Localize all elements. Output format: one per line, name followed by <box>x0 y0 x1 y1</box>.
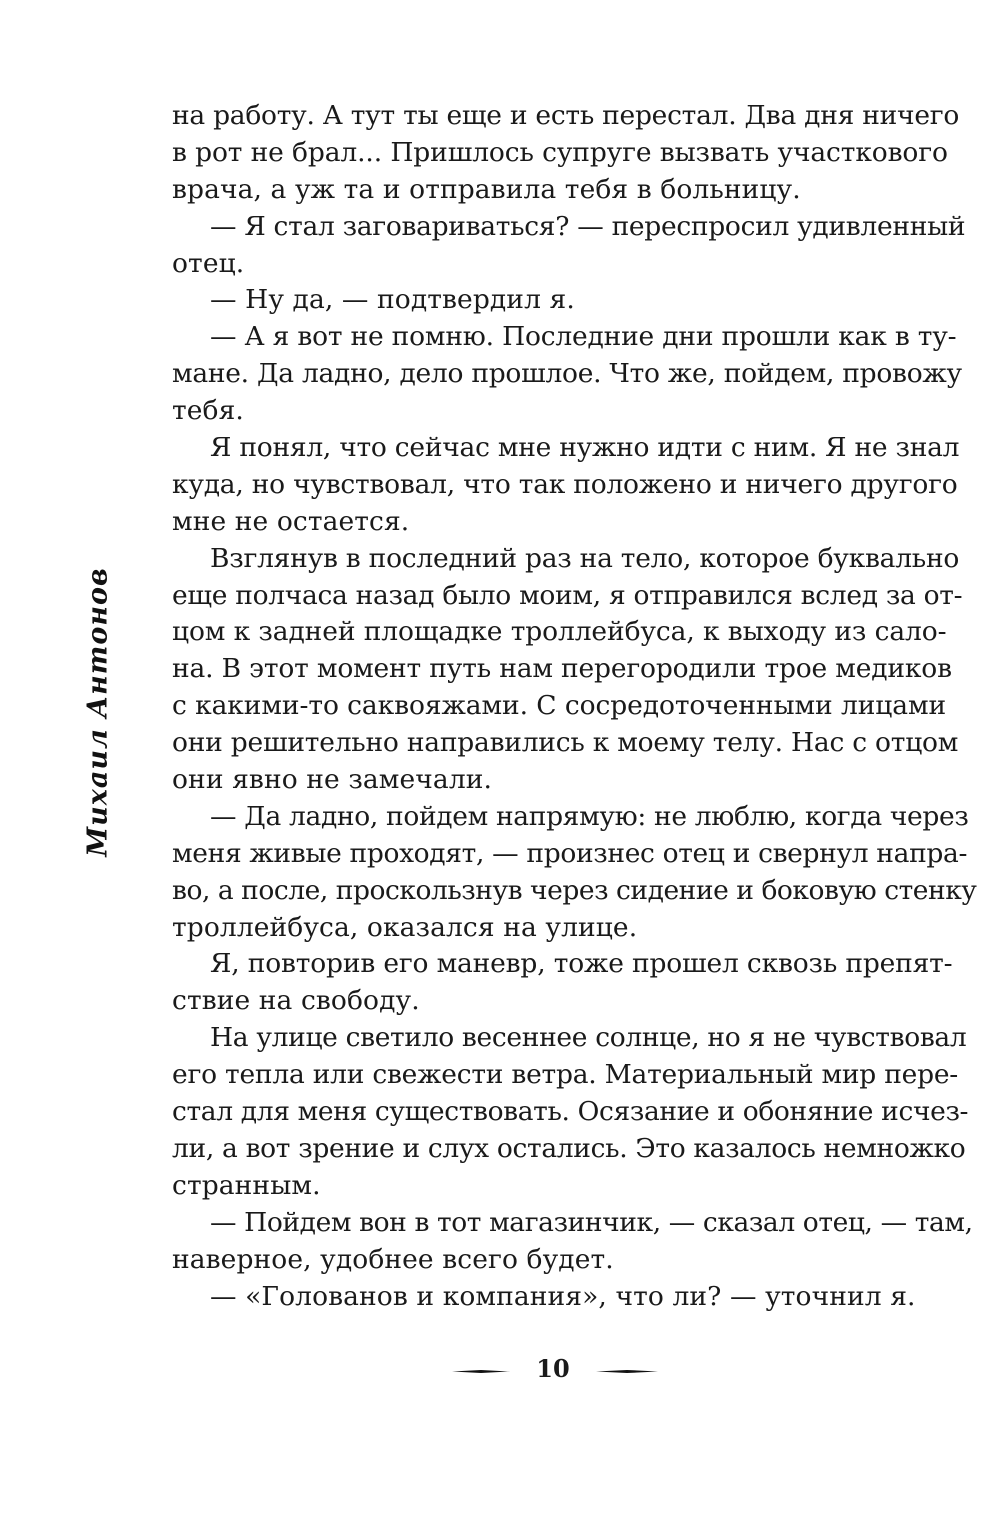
text-line: — Ну да, — подтвердил я. <box>210 284 575 316</box>
body-text <box>172 98 977 1315</box>
text-line: ли, а вот зрение и слух остались. Это казалось немножко <box>172 1132 966 1164</box>
text-line: мане. Да ладно, дело прошлое. Что же, пойдем, провожу <box>172 358 962 390</box>
text-line: врача, а уж та и отправила тебя в больницу. <box>172 173 801 205</box>
text-line: На улице светило весеннее солнце, но я не чувствовал <box>210 1022 967 1054</box>
page-number: 10 <box>536 1354 570 1383</box>
text-line: во, а после, проскользнув через сидение и боковую стенку <box>172 874 977 906</box>
text-line: еще полчаса назад было моим, я отправился вслед за от- <box>172 579 963 611</box>
text-line: наверное, удобнее всего будет. <box>172 1243 614 1275</box>
text-line: в рот не брал... Пришлось супруге вызвать участкового <box>172 136 948 168</box>
text-line: тебя. <box>172 395 244 427</box>
folio-ornament-left <box>452 1369 510 1374</box>
text-line: цом к задней площадке троллейбуса, к выходу из сало- <box>172 616 947 648</box>
text-line: стал для меня существовать. Осязание и обоняние исчез- <box>172 1096 969 1128</box>
text-line: меня живые проходят, — произнес отец и свернул напра- <box>172 837 968 869</box>
author-name: Михаил Антонов <box>82 567 114 857</box>
text-line: Взглянув в последний раз на тело, которое буквально <box>210 542 960 574</box>
text-line: Я понял, что сейчас мне нужно идти с ним. Я не знал <box>210 432 960 464</box>
text-line: мне не остается. <box>172 505 410 537</box>
text-line: — А я вот не помню. Последние дни прошли как в ту- <box>210 321 957 353</box>
text-line: — Я стал заговариваться? — переспросил удивленный <box>210 210 966 242</box>
text-line: куда, но чувствовал, что так положено и ничего другого <box>172 468 958 500</box>
text-line: троллейбуса, оказался на улице. <box>172 911 638 943</box>
text-line: отец. <box>172 247 245 279</box>
folio-ornament-right <box>596 1369 658 1374</box>
text-line: они явно не замечали. <box>172 764 493 796</box>
text-line: странным. <box>172 1169 321 1201</box>
text-line: на работу. А тут ты еще и есть перестал. Два дня ничего <box>172 100 960 131</box>
text-line: — Да ладно, пойдем напрямую: не люблю, когда через <box>210 800 969 832</box>
text-line: ствие на свободу. <box>172 985 420 1017</box>
text-line: Я, повторив его маневр, тоже прошел сквозь препят- <box>210 948 953 980</box>
text-line: на. В этот момент путь нам перегородили трое медиков <box>172 653 952 685</box>
text-line: — Пойдем вон в тот магазинчик, — сказал отец, — там, <box>210 1206 973 1238</box>
text-line: его тепла или свежести ветра. Материальный мир пере- <box>172 1059 959 1091</box>
text-line: они решительно направились к моему телу. Нас с отцом <box>172 727 959 759</box>
text-line: — «Голованов и компания», что ли? — уточнил я. <box>210 1280 916 1312</box>
text-line: с какими-то саквояжами. С сосредоточенными лицами <box>172 690 947 722</box>
page-footer <box>0 1352 1000 1392</box>
